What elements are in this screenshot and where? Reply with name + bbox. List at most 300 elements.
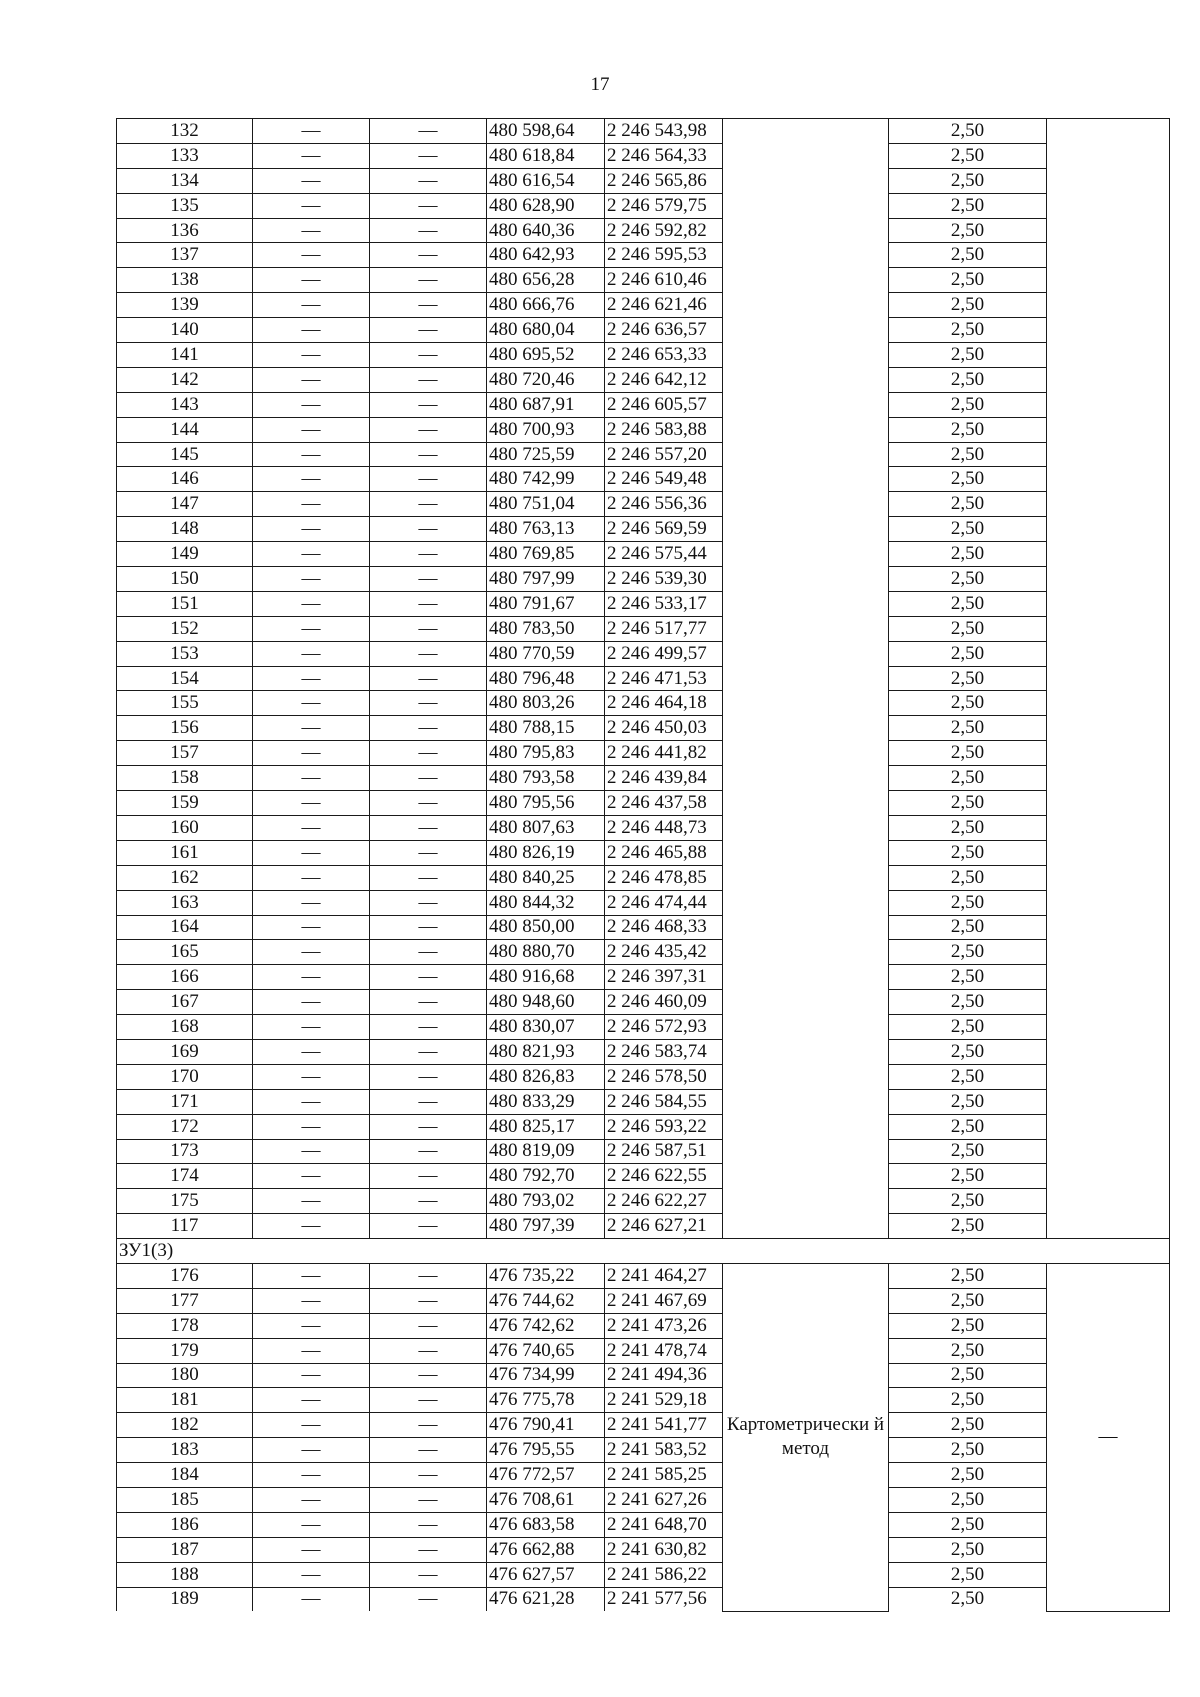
- accuracy-cell: 2,50: [889, 990, 1047, 1015]
- y-coordinate-cell: 2 241 577,56: [605, 1587, 723, 1611]
- point-number-cell: 169: [117, 1039, 253, 1064]
- point-number-cell: 177: [117, 1288, 253, 1313]
- dash-cell-1: —: [253, 1089, 370, 1114]
- dash-cell-2: —: [370, 243, 487, 268]
- dash-cell-1: —: [253, 840, 370, 865]
- x-coordinate-cell: 480 616,54: [487, 168, 605, 193]
- table-row: [117, 1114, 1170, 1139]
- y-coordinate-cell: 2 246 435,42: [605, 940, 723, 965]
- y-coordinate-cell: 2 241 630,82: [605, 1537, 723, 1562]
- accuracy-cell: 2,50: [889, 1288, 1047, 1313]
- dash-cell-1: —: [253, 1512, 370, 1537]
- y-coordinate-cell: 2 246 465,88: [605, 840, 723, 865]
- table-row: [117, 591, 1170, 616]
- point-number-cell: 164: [117, 915, 253, 940]
- dash-cell-2: —: [370, 641, 487, 666]
- table-row: [117, 343, 1170, 368]
- y-coordinate-cell: 2 246 439,84: [605, 766, 723, 791]
- table-row: [117, 567, 1170, 592]
- accuracy-cell: 2,50: [889, 119, 1047, 144]
- dash-cell-2: —: [370, 1413, 487, 1438]
- point-number-cell: 168: [117, 1015, 253, 1040]
- x-coordinate-cell: 480 783,50: [487, 616, 605, 641]
- point-number-cell: 144: [117, 417, 253, 442]
- y-coordinate-cell: 2 246 569,59: [605, 517, 723, 542]
- x-coordinate-cell: 480 751,04: [487, 492, 605, 517]
- x-coordinate-cell: 480 793,58: [487, 766, 605, 791]
- dash-cell-2: —: [370, 815, 487, 840]
- table-row: [117, 143, 1170, 168]
- dash-cell-2: —: [370, 1039, 487, 1064]
- table-row: [117, 1363, 1170, 1388]
- x-coordinate-cell: 480 791,67: [487, 591, 605, 616]
- dash-cell-1: —: [253, 268, 370, 293]
- dash-cell-1: —: [253, 1214, 370, 1239]
- accuracy-cell: 2,50: [889, 1139, 1047, 1164]
- table-row: [117, 293, 1170, 318]
- accuracy-cell: 2,50: [889, 218, 1047, 243]
- y-coordinate-cell: 2 246 441,82: [605, 741, 723, 766]
- point-number-cell: 166: [117, 965, 253, 990]
- x-coordinate-cell: 476 683,58: [487, 1512, 605, 1537]
- table-row: [117, 840, 1170, 865]
- dash-cell-2: —: [370, 865, 487, 890]
- dash-cell-1: —: [253, 1039, 370, 1064]
- accuracy-cell: 2,50: [889, 865, 1047, 890]
- dash-cell-2: —: [370, 567, 487, 592]
- table-row: [117, 268, 1170, 293]
- y-coordinate-cell: 2 246 593,22: [605, 1114, 723, 1139]
- point-number-cell: 140: [117, 318, 253, 343]
- y-coordinate-cell: 2 246 622,55: [605, 1164, 723, 1189]
- dash-cell-1: —: [253, 890, 370, 915]
- y-coordinate-cell: 2 241 473,26: [605, 1313, 723, 1338]
- table-row: [117, 1039, 1170, 1064]
- x-coordinate-cell: 480 796,48: [487, 666, 605, 691]
- dash-cell-1: —: [253, 1288, 370, 1313]
- dash-cell-2: —: [370, 666, 487, 691]
- y-coordinate-cell: 2 241 467,69: [605, 1288, 723, 1313]
- table-row: [117, 243, 1170, 268]
- dash-cell-1: —: [253, 1363, 370, 1388]
- y-coordinate-cell: 2 246 565,86: [605, 168, 723, 193]
- dash-cell-1: —: [253, 666, 370, 691]
- coordinates-table-body: [117, 119, 1170, 1612]
- point-number-cell: 138: [117, 268, 253, 293]
- accuracy-cell: 2,50: [889, 1413, 1047, 1438]
- table-row: [117, 666, 1170, 691]
- dash-cell-1: —: [253, 119, 370, 144]
- coordinates-table: [116, 118, 1170, 1612]
- x-coordinate-cell: 480 948,60: [487, 990, 605, 1015]
- x-coordinate-cell: 480 695,52: [487, 343, 605, 368]
- dash-cell-2: —: [370, 1562, 487, 1587]
- point-number-cell: 170: [117, 1064, 253, 1089]
- dash-cell-2: —: [370, 1189, 487, 1214]
- dash-cell-1: —: [253, 791, 370, 816]
- x-coordinate-cell: 480 880,70: [487, 940, 605, 965]
- x-coordinate-cell: 480 795,83: [487, 741, 605, 766]
- x-coordinate-cell: 480 916,68: [487, 965, 605, 990]
- y-coordinate-cell: 2 246 460,09: [605, 990, 723, 1015]
- accuracy-cell: 2,50: [889, 641, 1047, 666]
- dash-cell-1: —: [253, 865, 370, 890]
- x-coordinate-cell: 480 642,93: [487, 243, 605, 268]
- dash-cell-1: —: [253, 766, 370, 791]
- dash-cell-2: —: [370, 890, 487, 915]
- dash-cell-1: —: [253, 1064, 370, 1089]
- point-number-cell: 146: [117, 467, 253, 492]
- x-coordinate-cell: 480 640,36: [487, 218, 605, 243]
- accuracy-cell: 2,50: [889, 193, 1047, 218]
- x-coordinate-cell: 480 788,15: [487, 716, 605, 741]
- point-number-cell: 185: [117, 1487, 253, 1512]
- y-coordinate-cell: 2 241 478,74: [605, 1338, 723, 1363]
- y-coordinate-cell: 2 246 653,33: [605, 343, 723, 368]
- table-row: [117, 1512, 1170, 1537]
- point-number-cell: 162: [117, 865, 253, 890]
- x-coordinate-cell: 480 826,83: [487, 1064, 605, 1089]
- point-number-cell: 186: [117, 1512, 253, 1537]
- accuracy-cell: 2,50: [889, 318, 1047, 343]
- x-coordinate-cell: 480 628,90: [487, 193, 605, 218]
- table-row: [117, 467, 1170, 492]
- point-number-cell: 183: [117, 1438, 253, 1463]
- accuracy-cell: 2,50: [889, 591, 1047, 616]
- dash-cell-2: —: [370, 741, 487, 766]
- table-row: [117, 542, 1170, 567]
- table-row: [117, 940, 1170, 965]
- x-coordinate-cell: 476 662,88: [487, 1537, 605, 1562]
- y-coordinate-cell: 2 246 578,50: [605, 1064, 723, 1089]
- point-number-cell: 151: [117, 591, 253, 616]
- method-cell: Картометрически й метод: [723, 1263, 889, 1611]
- y-coordinate-cell: 2 241 648,70: [605, 1512, 723, 1537]
- dash-cell-1: —: [253, 542, 370, 567]
- y-coordinate-cell: 2 246 587,51: [605, 1139, 723, 1164]
- y-coordinate-cell: 2 241 494,36: [605, 1363, 723, 1388]
- accuracy-cell: 2,50: [889, 1164, 1047, 1189]
- accuracy-cell: 2,50: [889, 791, 1047, 816]
- accuracy-cell: 2,50: [889, 1438, 1047, 1463]
- table-row: [117, 1438, 1170, 1463]
- point-number-cell: 184: [117, 1463, 253, 1488]
- table-row: [117, 1064, 1170, 1089]
- y-coordinate-cell: 2 246 471,53: [605, 666, 723, 691]
- dash-cell-1: —: [253, 1562, 370, 1587]
- dash-cell-1: —: [253, 1189, 370, 1214]
- accuracy-cell: 2,50: [889, 1363, 1047, 1388]
- table-row: [117, 990, 1170, 1015]
- dash-cell-2: —: [370, 940, 487, 965]
- point-number-cell: 161: [117, 840, 253, 865]
- point-number-cell: 181: [117, 1388, 253, 1413]
- dash-cell-1: —: [253, 218, 370, 243]
- table-row: [117, 1263, 1170, 1288]
- accuracy-cell: 2,50: [889, 1114, 1047, 1139]
- dash-cell-2: —: [370, 268, 487, 293]
- point-number-cell: 159: [117, 791, 253, 816]
- table-row: [117, 218, 1170, 243]
- dash-cell-1: —: [253, 641, 370, 666]
- dash-cell-2: —: [370, 193, 487, 218]
- x-coordinate-cell: 480 844,32: [487, 890, 605, 915]
- y-coordinate-cell: 2 241 529,18: [605, 1388, 723, 1413]
- dash-cell-1: —: [253, 915, 370, 940]
- point-number-cell: 171: [117, 1089, 253, 1114]
- dash-cell-2: —: [370, 542, 487, 567]
- table-row: [117, 1139, 1170, 1164]
- table-row: [117, 318, 1170, 343]
- table-row: [117, 367, 1170, 392]
- accuracy-cell: 2,50: [889, 1039, 1047, 1064]
- dash-cell-2: —: [370, 915, 487, 940]
- table-row: [117, 741, 1170, 766]
- dash-cell-2: —: [370, 1313, 487, 1338]
- x-coordinate-cell: 480 803,26: [487, 691, 605, 716]
- accuracy-cell: 2,50: [889, 1463, 1047, 1488]
- table-row: [117, 193, 1170, 218]
- point-number-cell: 145: [117, 442, 253, 467]
- x-coordinate-cell: 480 769,85: [487, 542, 605, 567]
- table-row: [117, 716, 1170, 741]
- accuracy-cell: 2,50: [889, 1587, 1047, 1611]
- dash-cell-2: —: [370, 143, 487, 168]
- y-coordinate-cell: 2 246 450,03: [605, 716, 723, 741]
- point-number-cell: 132: [117, 119, 253, 144]
- table-row: [117, 417, 1170, 442]
- table-row: [117, 1487, 1170, 1512]
- table-row: [117, 1313, 1170, 1338]
- x-coordinate-cell: 476 775,78: [487, 1388, 605, 1413]
- dash-cell-2: —: [370, 417, 487, 442]
- dash-cell-1: —: [253, 1164, 370, 1189]
- accuracy-cell: 2,50: [889, 815, 1047, 840]
- x-coordinate-cell: 480 821,93: [487, 1039, 605, 1064]
- y-coordinate-cell: 2 246 610,46: [605, 268, 723, 293]
- table-row: [117, 1338, 1170, 1363]
- x-coordinate-cell: 480 840,25: [487, 865, 605, 890]
- note-cell: [1047, 119, 1170, 1239]
- point-number-cell: 143: [117, 392, 253, 417]
- table-row: [117, 865, 1170, 890]
- x-coordinate-cell: 480 618,84: [487, 143, 605, 168]
- point-number-cell: 149: [117, 542, 253, 567]
- accuracy-cell: 2,50: [889, 741, 1047, 766]
- x-coordinate-cell: 480 742,99: [487, 467, 605, 492]
- dash-cell-1: —: [253, 193, 370, 218]
- point-number-cell: 165: [117, 940, 253, 965]
- accuracy-cell: 2,50: [889, 1313, 1047, 1338]
- table-row: [117, 492, 1170, 517]
- y-coordinate-cell: 2 246 583,88: [605, 417, 723, 442]
- x-coordinate-cell: 480 825,17: [487, 1114, 605, 1139]
- table-row: [117, 766, 1170, 791]
- accuracy-cell: 2,50: [889, 567, 1047, 592]
- x-coordinate-cell: 476 627,57: [487, 1562, 605, 1587]
- table-row: [117, 815, 1170, 840]
- x-coordinate-cell: 480 830,07: [487, 1015, 605, 1040]
- point-number-cell: 137: [117, 243, 253, 268]
- y-coordinate-cell: 2 246 397,31: [605, 965, 723, 990]
- point-number-cell: 158: [117, 766, 253, 791]
- table-row: [117, 392, 1170, 417]
- x-coordinate-cell: 480 807,63: [487, 815, 605, 840]
- y-coordinate-cell: 2 241 583,52: [605, 1438, 723, 1463]
- point-number-cell: 133: [117, 143, 253, 168]
- x-coordinate-cell: 480 793,02: [487, 1189, 605, 1214]
- dash-cell-1: —: [253, 517, 370, 542]
- x-coordinate-cell: 480 725,59: [487, 442, 605, 467]
- y-coordinate-cell: 2 246 517,77: [605, 616, 723, 641]
- dash-cell-2: —: [370, 1015, 487, 1040]
- point-number-cell: 148: [117, 517, 253, 542]
- dash-cell-2: —: [370, 1064, 487, 1089]
- dash-cell-1: —: [253, 716, 370, 741]
- y-coordinate-cell: 2 241 585,25: [605, 1463, 723, 1488]
- point-number-cell: 172: [117, 1114, 253, 1139]
- x-coordinate-cell: 476 740,65: [487, 1338, 605, 1363]
- x-coordinate-cell: 480 826,19: [487, 840, 605, 865]
- accuracy-cell: 2,50: [889, 417, 1047, 442]
- dash-cell-2: —: [370, 616, 487, 641]
- dash-cell-1: —: [253, 1537, 370, 1562]
- x-coordinate-cell: 476 744,62: [487, 1288, 605, 1313]
- y-coordinate-cell: 2 241 541,77: [605, 1413, 723, 1438]
- accuracy-cell: 2,50: [889, 1064, 1047, 1089]
- accuracy-cell: 2,50: [889, 1089, 1047, 1114]
- x-coordinate-cell: 480 666,76: [487, 293, 605, 318]
- x-coordinate-cell: 480 792,70: [487, 1164, 605, 1189]
- accuracy-cell: 2,50: [889, 1263, 1047, 1288]
- y-coordinate-cell: 2 246 543,98: [605, 119, 723, 144]
- table-row: [117, 1214, 1170, 1239]
- dash-cell-1: —: [253, 815, 370, 840]
- dash-cell-1: —: [253, 691, 370, 716]
- table-row: [117, 442, 1170, 467]
- table-row: [117, 965, 1170, 990]
- dash-cell-2: —: [370, 442, 487, 467]
- dash-cell-2: —: [370, 1587, 487, 1611]
- dash-cell-2: —: [370, 293, 487, 318]
- table-row: [117, 1463, 1170, 1488]
- table-row: [117, 1562, 1170, 1587]
- accuracy-cell: 2,50: [889, 716, 1047, 741]
- y-coordinate-cell: 2 246 627,21: [605, 1214, 723, 1239]
- accuracy-cell: 2,50: [889, 1487, 1047, 1512]
- accuracy-cell: 2,50: [889, 343, 1047, 368]
- y-coordinate-cell: 2 246 539,30: [605, 567, 723, 592]
- point-number-cell: 152: [117, 616, 253, 641]
- point-number-cell: 142: [117, 367, 253, 392]
- dash-cell-2: —: [370, 517, 487, 542]
- y-coordinate-cell: 2 246 584,55: [605, 1089, 723, 1114]
- dash-cell-1: —: [253, 591, 370, 616]
- accuracy-cell: 2,50: [889, 691, 1047, 716]
- accuracy-cell: 2,50: [889, 442, 1047, 467]
- point-number-cell: 160: [117, 815, 253, 840]
- accuracy-cell: 2,50: [889, 1214, 1047, 1239]
- table-row: [117, 641, 1170, 666]
- dash-cell-2: —: [370, 1114, 487, 1139]
- accuracy-cell: 2,50: [889, 467, 1047, 492]
- point-number-cell: 135: [117, 193, 253, 218]
- accuracy-cell: 2,50: [889, 1512, 1047, 1537]
- accuracy-cell: 2,50: [889, 1562, 1047, 1587]
- y-coordinate-cell: 2 246 605,57: [605, 392, 723, 417]
- dash-cell-1: —: [253, 417, 370, 442]
- dash-cell-2: —: [370, 990, 487, 1015]
- table-row: [117, 1164, 1170, 1189]
- point-number-cell: 154: [117, 666, 253, 691]
- dash-cell-2: —: [370, 716, 487, 741]
- method-cell: [723, 119, 889, 1239]
- dash-cell-1: —: [253, 965, 370, 990]
- point-number-cell: 150: [117, 567, 253, 592]
- y-coordinate-cell: 2 241 627,26: [605, 1487, 723, 1512]
- point-number-cell: 163: [117, 890, 253, 915]
- y-coordinate-cell: 2 246 583,74: [605, 1039, 723, 1064]
- y-coordinate-cell: 2 246 622,27: [605, 1189, 723, 1214]
- x-coordinate-cell: 480 700,93: [487, 417, 605, 442]
- table-row: [117, 616, 1170, 641]
- table-row: [117, 1388, 1170, 1413]
- x-coordinate-cell: 480 770,59: [487, 641, 605, 666]
- accuracy-cell: 2,50: [889, 666, 1047, 691]
- point-number-cell: 188: [117, 1562, 253, 1587]
- table-row: [117, 1015, 1170, 1040]
- dash-cell-1: —: [253, 343, 370, 368]
- dash-cell-2: —: [370, 1438, 487, 1463]
- x-coordinate-cell: 480 680,04: [487, 318, 605, 343]
- table-row: [117, 168, 1170, 193]
- y-coordinate-cell: 2 246 448,73: [605, 815, 723, 840]
- dash-cell-1: —: [253, 1388, 370, 1413]
- dash-cell-2: —: [370, 1388, 487, 1413]
- x-coordinate-cell: 480 819,09: [487, 1139, 605, 1164]
- dash-cell-1: —: [253, 616, 370, 641]
- table-row: [117, 1537, 1170, 1562]
- page-number: 17: [590, 74, 610, 95]
- dash-cell-2: —: [370, 591, 487, 616]
- table-row: [117, 119, 1170, 144]
- point-number-cell: 147: [117, 492, 253, 517]
- table-row: [117, 1587, 1170, 1611]
- x-coordinate-cell: 476 621,28: [487, 1587, 605, 1611]
- accuracy-cell: 2,50: [889, 940, 1047, 965]
- x-coordinate-cell: 476 708,61: [487, 1487, 605, 1512]
- dash-cell-2: —: [370, 218, 487, 243]
- dash-cell-1: —: [253, 1463, 370, 1488]
- dash-cell-1: —: [253, 492, 370, 517]
- point-number-cell: 139: [117, 293, 253, 318]
- dash-cell-1: —: [253, 990, 370, 1015]
- point-number-cell: 189: [117, 1587, 253, 1611]
- y-coordinate-cell: 2 246 621,46: [605, 293, 723, 318]
- y-coordinate-cell: 2 246 478,85: [605, 865, 723, 890]
- table-row: [117, 1089, 1170, 1114]
- accuracy-cell: 2,50: [889, 840, 1047, 865]
- dash-cell-1: —: [253, 940, 370, 965]
- note-cell: —: [1047, 1263, 1170, 1611]
- dash-cell-2: —: [370, 318, 487, 343]
- section-label: ЗУ1(3): [117, 1239, 1170, 1264]
- dash-cell-1: —: [253, 1114, 370, 1139]
- dash-cell-1: —: [253, 1438, 370, 1463]
- point-number-cell: 141: [117, 343, 253, 368]
- dash-cell-1: —: [253, 442, 370, 467]
- dash-cell-1: —: [253, 168, 370, 193]
